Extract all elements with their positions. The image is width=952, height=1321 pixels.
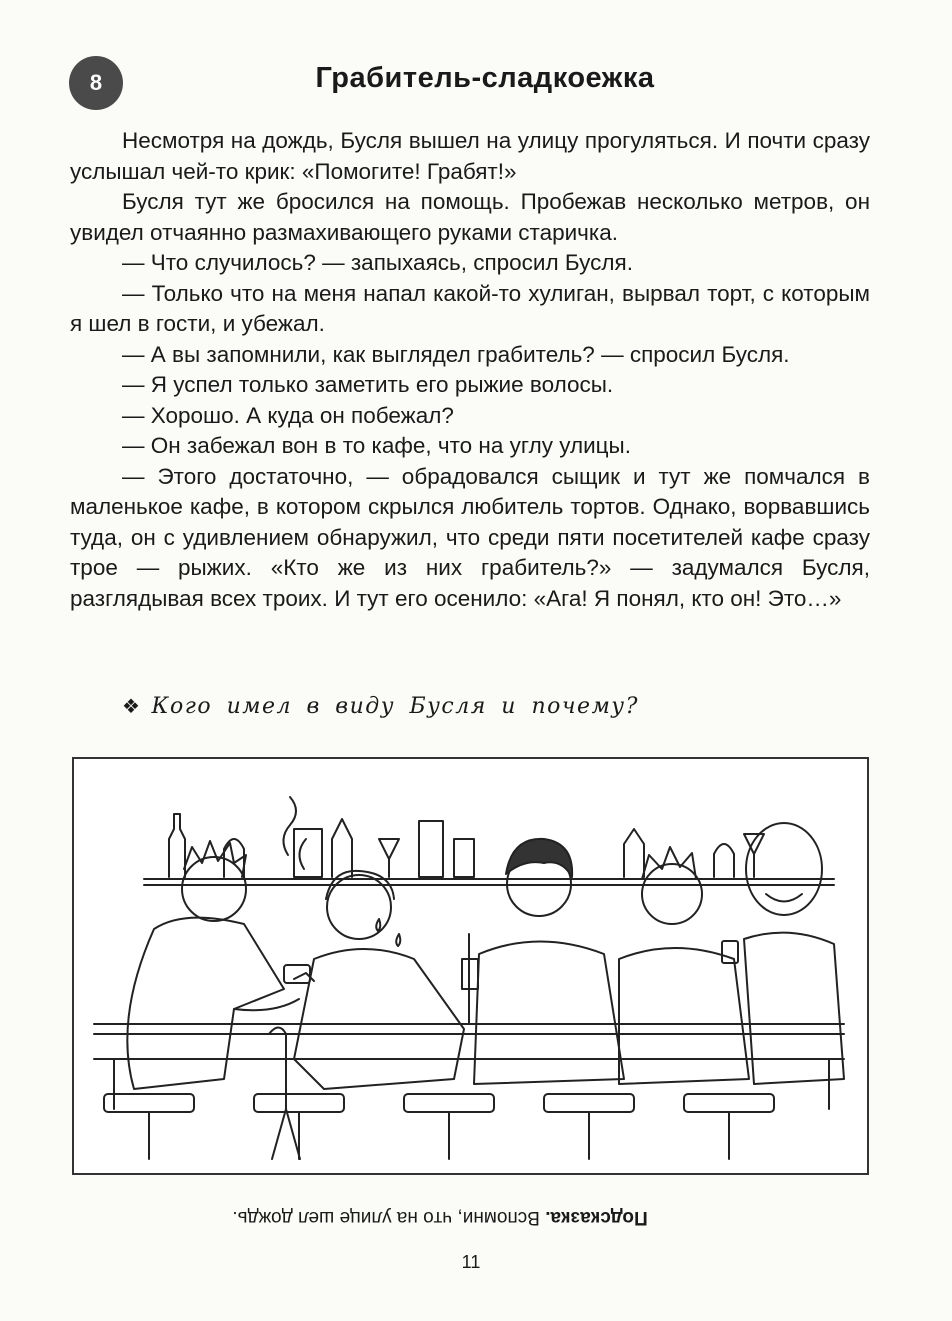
visitor-4 bbox=[619, 847, 749, 1084]
bar-stools bbox=[104, 1094, 774, 1159]
story-paragraph: — Только что на меня напал какой-то хулиган, вырвал торт, с которым я шел в гости, и убежал. bbox=[70, 280, 870, 336]
story-text bbox=[70, 126, 870, 614]
illustration-frame bbox=[72, 757, 869, 1175]
page-number: 11 bbox=[461, 1252, 481, 1272]
story-paragraph: — Он забежал вон в то кафе, что на углу улицы. bbox=[122, 433, 631, 458]
page-title: Грабитель-сладкоежка bbox=[315, 62, 655, 94]
question bbox=[122, 694, 822, 719]
bar-shelf bbox=[144, 814, 834, 885]
question-text: Кого имел в виду Бусля и почему? bbox=[151, 694, 639, 719]
story-paragraph: — Хорошо. А куда он побежал? bbox=[122, 402, 454, 428]
bar-counter bbox=[94, 1024, 844, 1109]
story-paragraph: — Что случилось? — запыхаясь, спросил Бусля. bbox=[122, 250, 633, 275]
story-paragraph: Бусля тут же бросился на помощь. Пробежав несколько метров, он увидел отчаянно размахивающего руками старичка. bbox=[70, 189, 870, 245]
story-paragraph: — Я успел только заметить его рыжие волосы. bbox=[122, 372, 614, 397]
story-paragraph: Несмотря на дождь, Бусля вышел на улицу прогуляться. И почти сразу услышал чей-то крик: «Помогите! Грабят!» bbox=[70, 128, 870, 184]
hint-label: Подсказка. bbox=[545, 1207, 648, 1228]
hint-text: Вспомни, что на улице шел дождь. bbox=[232, 1207, 546, 1228]
diamond-bullet-icon: ❖ bbox=[122, 694, 142, 718]
upside-down-hint bbox=[150, 1206, 730, 1228]
story-paragraph: — Этого достаточно, — обрадовался сыщик и тут же помчался в маленькое кафе, в котором скрылся любитель тортов. Однако, ворвавшись туда, он с удивлением обнаружил, что среди пяти посетителей кафе сразу трое — рыжих. «Кто же из них грабитель?» — задумался Бусля, разглядывая всех троих. И тут его осенило: «Ага! Я понял, кто он! Это…» bbox=[70, 463, 870, 611]
visitor-3 bbox=[462, 839, 624, 1084]
visitor-2 bbox=[269, 797, 464, 1159]
cafe-illustration bbox=[74, 759, 867, 1173]
chapter-number-badge: 8 bbox=[69, 56, 123, 110]
visitor-5 bbox=[722, 823, 844, 1084]
story-paragraph: — А вы запомнили, как выглядел грабитель? — спросил Бусля. bbox=[122, 341, 790, 367]
